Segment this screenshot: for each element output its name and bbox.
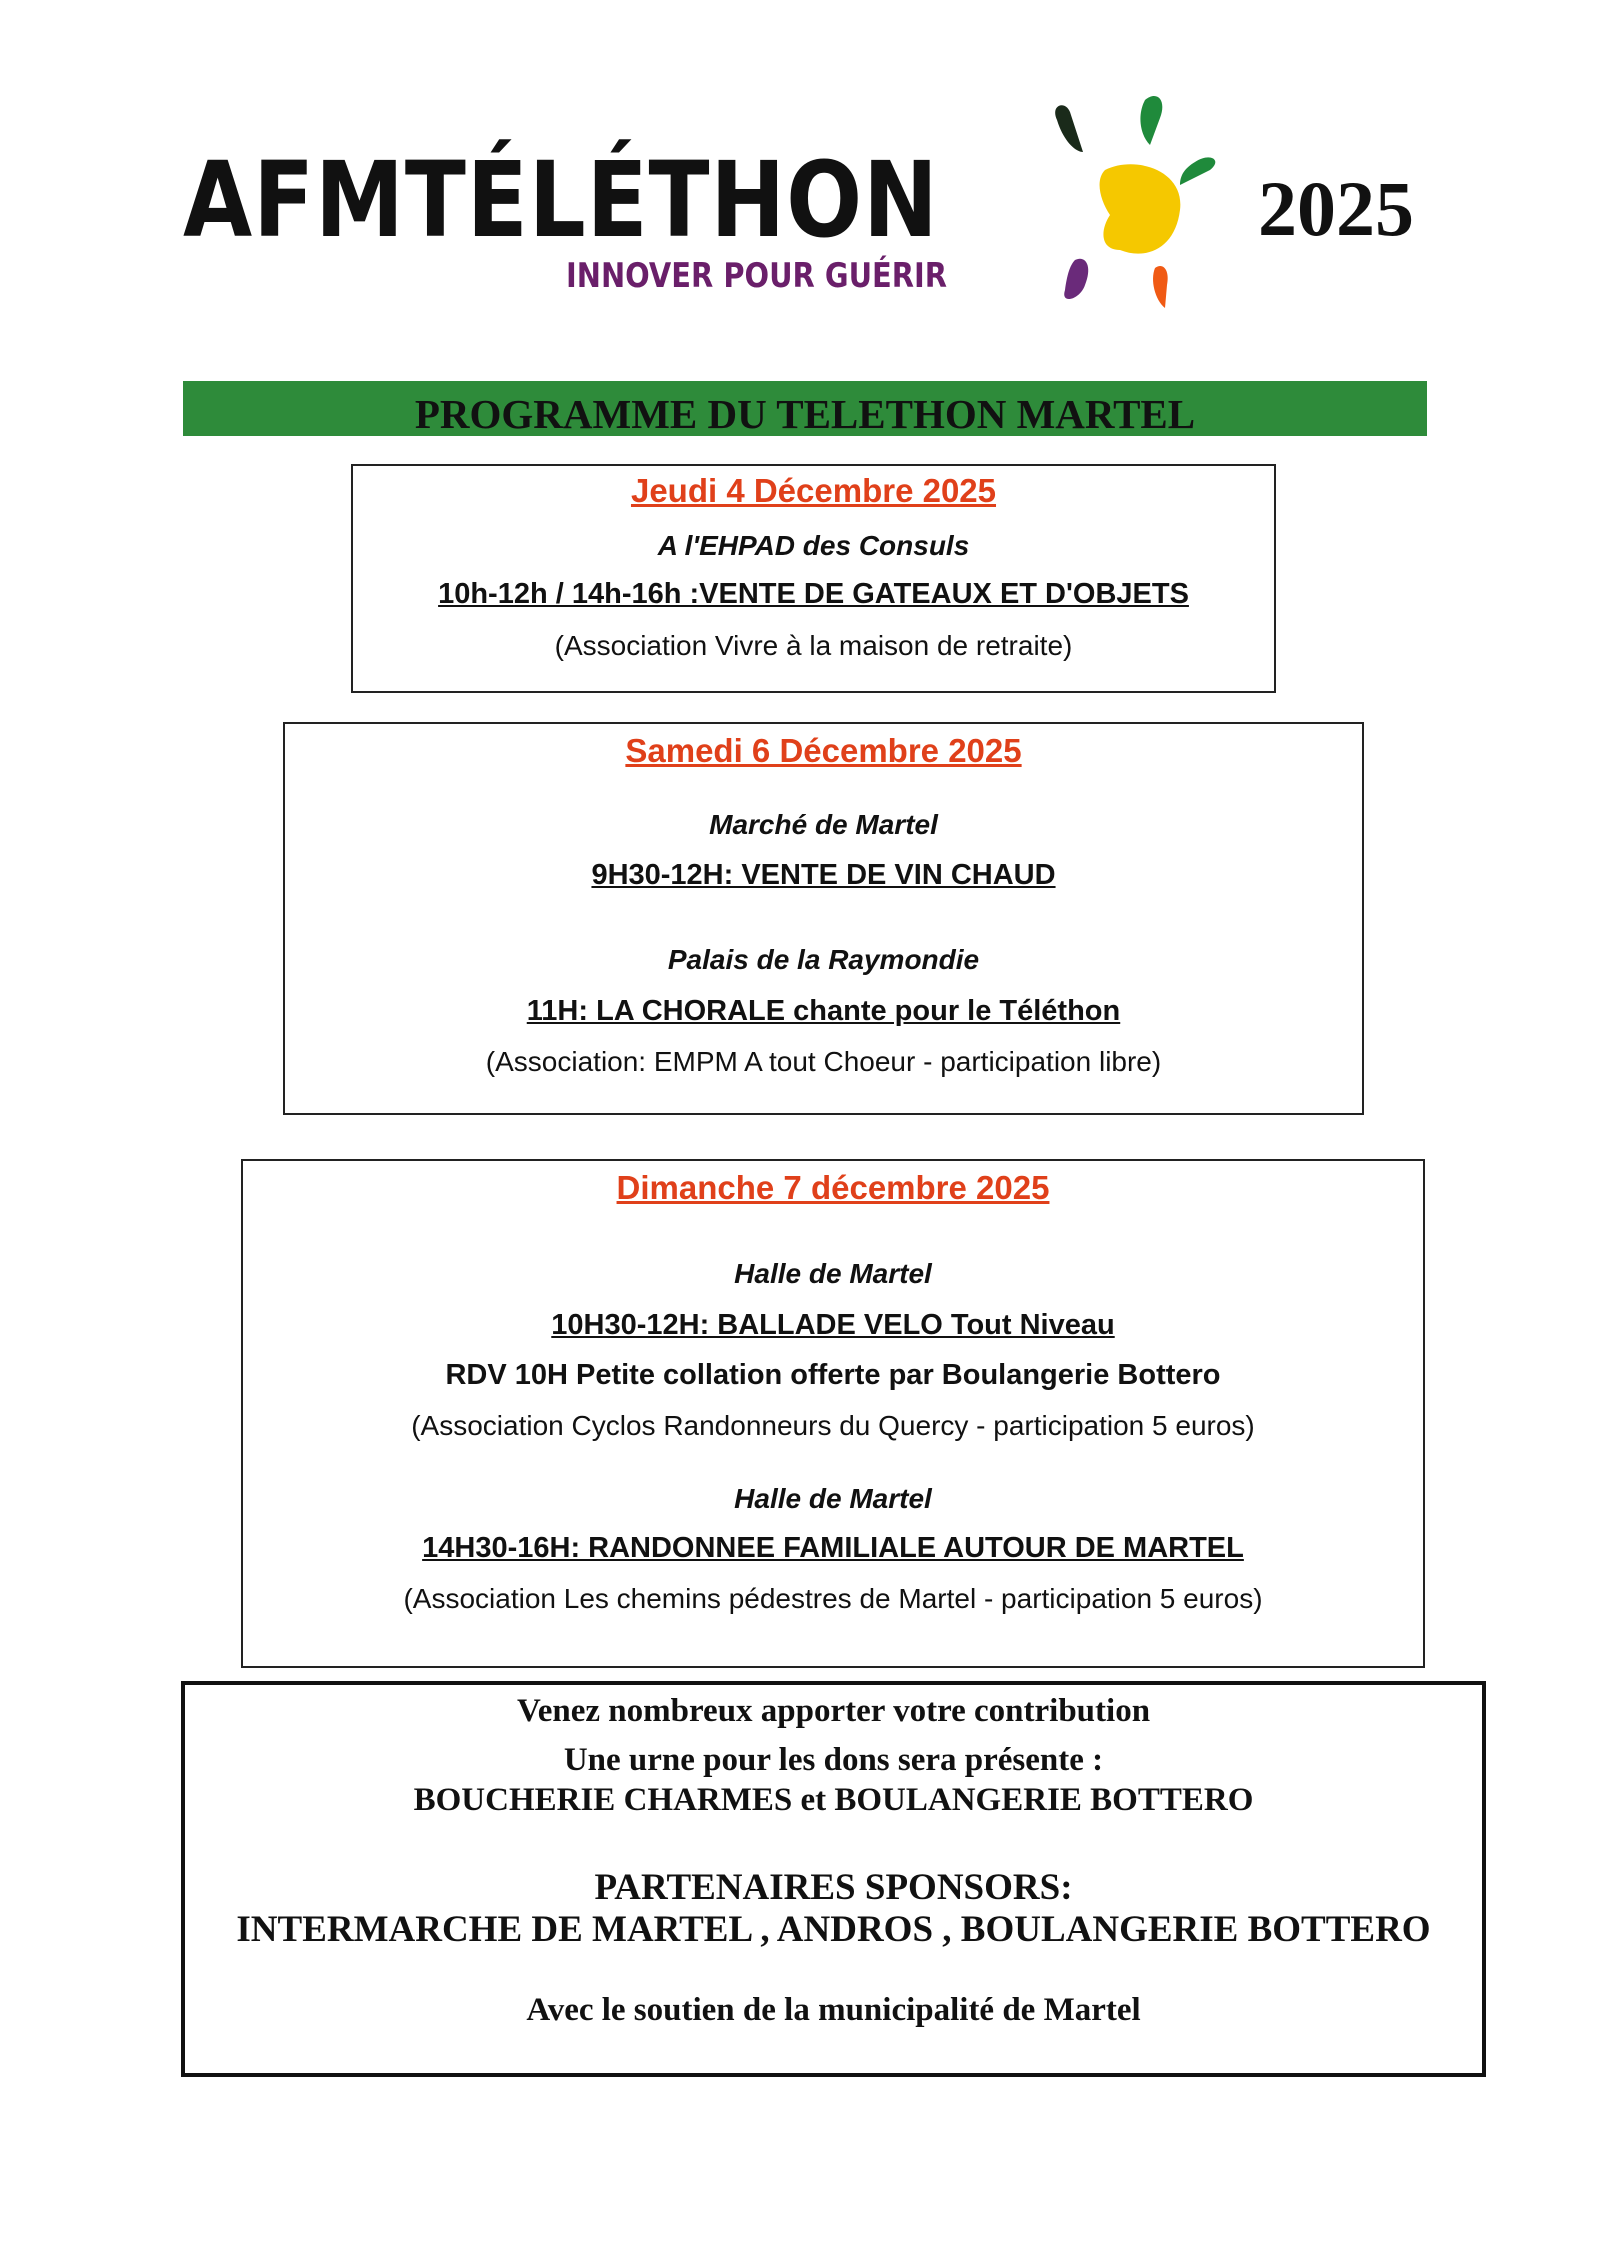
event-place: Halle de Martel bbox=[734, 1483, 932, 1514]
event-activity: 14H30-16H: RANDONNEE FAMILIALE AUTOUR DE MARTEL bbox=[422, 1532, 1244, 1564]
urn-locations: BOUCHERIE CHARMES et BOULANGERIE BOTTERO bbox=[413, 1782, 1254, 1818]
sun-body bbox=[1100, 164, 1181, 253]
sponsors-list: INTERMARCHE DE MARTEL , ANDROS , BOULANGERIE BOTTERO bbox=[236, 1909, 1431, 1950]
programme-banner: PROGRAMME DU TELETHON MARTEL bbox=[183, 381, 1427, 436]
sun-ray-dark bbox=[1055, 105, 1083, 152]
event-place: Halle de Martel bbox=[734, 1258, 932, 1289]
event-box-thursday bbox=[351, 464, 1276, 693]
contribution-text: Venez nombreux apporter votre contribution bbox=[516, 1693, 1151, 1729]
footer-box bbox=[181, 1681, 1486, 2077]
event-date: Samedi 6 Décembre 2025 bbox=[625, 732, 1022, 769]
event-activity: 10H30-12H: BALLADE VELO Tout Niveau bbox=[551, 1309, 1115, 1341]
event-activity: 10h-12h / 14h-16h :VENTE DE GATEAUX ET D'OBJETS bbox=[438, 578, 1189, 610]
sun-ray-green-right bbox=[1180, 157, 1215, 185]
sponsors-title: PARTENAIRES SPONSORS: bbox=[594, 1867, 1073, 1908]
event-place: Marché de Martel bbox=[709, 809, 938, 840]
event-place: A l'EHPAD des Consuls bbox=[657, 530, 970, 561]
event-association: (Association Vivre à la maison de retraite) bbox=[554, 630, 1073, 661]
logo-tagline: INNOVER POUR GUÉRIR bbox=[566, 256, 948, 296]
logo-title: AFMTÉLÉTHON bbox=[183, 139, 939, 261]
event-activity: 11H: LA CHORALE chante pour le Téléthon bbox=[526, 995, 1121, 1027]
sun-ray-purple bbox=[1064, 259, 1088, 299]
event-date: Dimanche 7 décembre 2025 bbox=[616, 1169, 1050, 1206]
event-box-sunday bbox=[241, 1159, 1425, 1668]
event-association: (Association: EMPM A tout Choeur - participation libre) bbox=[485, 1046, 1162, 1077]
year: 2025 bbox=[1258, 165, 1414, 252]
event-association: (Association Les chemins pédestres de Martel - participation 5 euros) bbox=[403, 1583, 1263, 1614]
event-place: Palais de la Raymondie bbox=[667, 944, 980, 975]
event-association: (Association Cyclos Randonneurs du Quercy - participation 5 euros) bbox=[411, 1410, 1255, 1441]
sun-ray-orange bbox=[1153, 266, 1168, 308]
event-box-saturday bbox=[283, 722, 1364, 1115]
event-activity: 9H30-12H: VENTE DE VIN CHAUD bbox=[591, 859, 1056, 891]
sun-ray-green-top bbox=[1140, 96, 1162, 145]
sun-logo-icon bbox=[1045, 90, 1245, 315]
urn-text: Une urne pour les dons sera présente : bbox=[563, 1742, 1104, 1778]
event-date: Jeudi 4 Décembre 2025 bbox=[630, 472, 997, 509]
municipality-support: Avec le soutien de la municipalité de Martel bbox=[526, 1992, 1141, 2028]
event-note: RDV 10H Petite collation offerte par Boulangerie Bottero bbox=[445, 1359, 1221, 1391]
